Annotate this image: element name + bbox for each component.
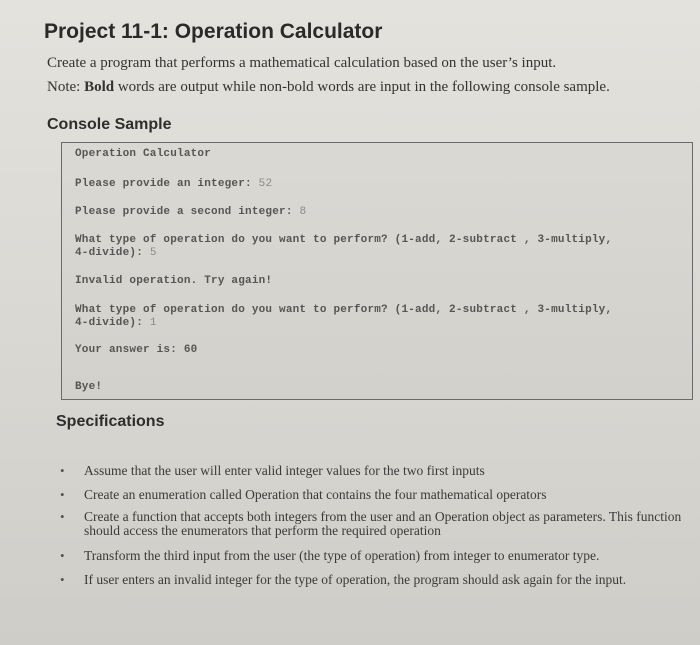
console-sample-heading: Console Sample bbox=[47, 116, 172, 133]
op-prompt-line1-b: What type of operation do you want to perform? (1-add, 2-subtract , 3-multiply, bbox=[75, 304, 613, 316]
bullet-icon: • bbox=[60, 509, 65, 524]
console-header bbox=[75, 148, 211, 160]
bullet-icon: • bbox=[60, 572, 65, 587]
spec-text: If user enters an invalid integer for the type of operation, the program should ask again for the input. bbox=[84, 572, 627, 587]
input-op-first: 5 bbox=[149, 247, 157, 259]
console-invalid bbox=[75, 275, 272, 287]
console-sample-box bbox=[61, 142, 693, 400]
input-op-second: 1 bbox=[149, 317, 157, 329]
specifications-heading: Specifications bbox=[56, 413, 165, 430]
op-prompt-line1-a: What type of operation do you want to perform? (1-add, 2-subtract , 3-multiply, bbox=[75, 234, 613, 246]
answer-value: 60 bbox=[183, 344, 198, 356]
note-prefix: Note: bbox=[47, 79, 85, 95]
console-op-prompt-2 bbox=[75, 304, 612, 330]
prompt-second-integer: Please provide a second integer: bbox=[75, 206, 293, 218]
bye-text: Bye! bbox=[75, 381, 103, 393]
console-bye bbox=[75, 381, 102, 393]
console-answer bbox=[75, 344, 197, 356]
spec-text: Assume that the user will enter valid integer values for the two first inputs bbox=[84, 463, 485, 478]
bullet-icon: • bbox=[60, 548, 65, 563]
page-title: Project 11-1: Operation Calculator bbox=[44, 20, 383, 43]
note-text bbox=[47, 79, 610, 96]
op-prompt-line2-b: 4-divide): bbox=[75, 317, 144, 329]
input-second-integer: 8 bbox=[299, 206, 307, 218]
answer-label: Your answer is: bbox=[75, 344, 178, 356]
op-prompt-line2-a: 4-divide): bbox=[75, 247, 144, 259]
prompt-first-integer: Please provide an integer: bbox=[75, 178, 252, 190]
console-header-text: Operation Calculator bbox=[75, 148, 212, 160]
note-rest: words are output while non-bold words are input in the following console sample. bbox=[114, 79, 610, 95]
note-bold-word: Bold bbox=[84, 79, 115, 95]
spec-text: Create an enumeration called Operation that contains the four mathematical operators bbox=[84, 487, 547, 502]
console-line-first-integer bbox=[75, 178, 272, 190]
bullet-icon: • bbox=[60, 487, 65, 502]
input-first-integer: 52 bbox=[258, 178, 273, 190]
intro-text: Create a program that performs a mathematical calculation based on the user’s input. bbox=[47, 55, 557, 71]
console-op-prompt-1 bbox=[75, 234, 612, 260]
console-line-second-integer bbox=[75, 206, 306, 218]
spec-text: Create a function that accepts both integers from the user and an Operation object as parameters. This function should access the enumerators that perform the required operation bbox=[84, 509, 682, 538]
spec-text: Transform the third input from the user (the type of operation) from integer to enumerator type. bbox=[84, 548, 600, 563]
invalid-text: Invalid operation. Try again! bbox=[75, 275, 273, 287]
bullet-icon: • bbox=[60, 463, 65, 478]
